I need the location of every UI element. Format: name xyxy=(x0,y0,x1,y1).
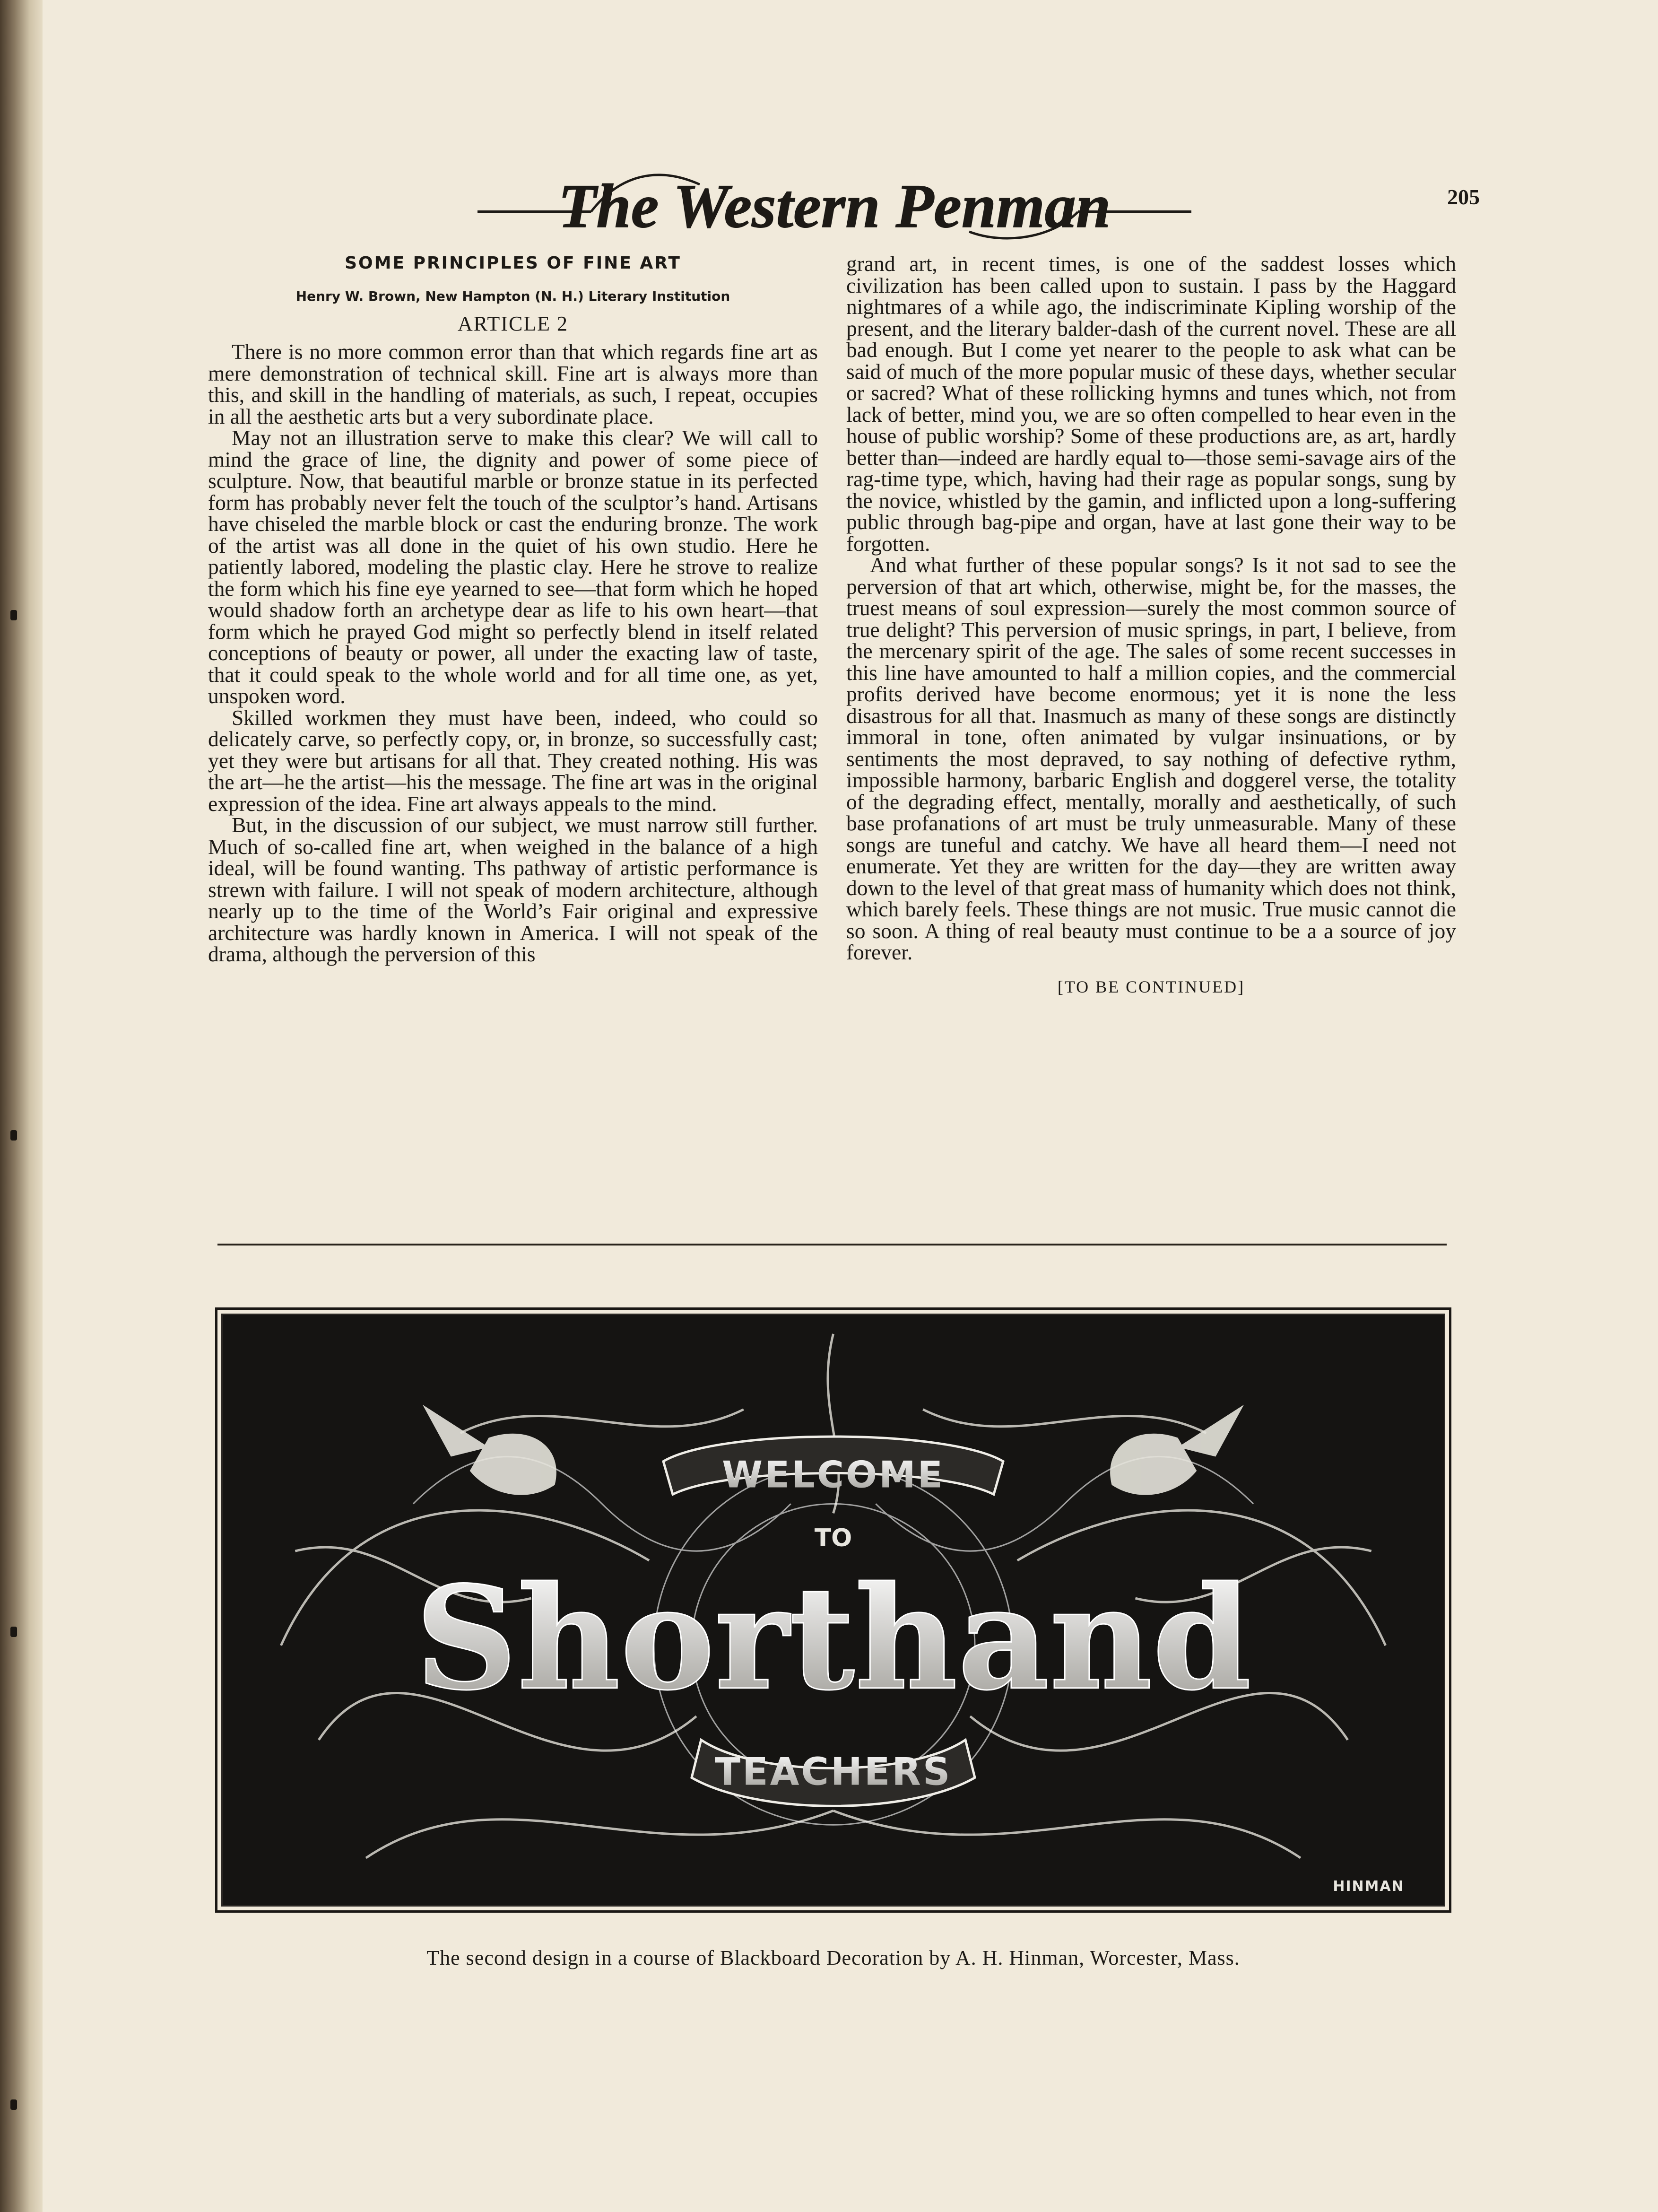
article-number: ARTICLE 2 xyxy=(457,312,569,335)
masthead-text: The Western Penman xyxy=(558,171,1111,241)
paragraph: grand art, in recent times, is one of the saddest losses which civilization has been called upon to sustain. I pass by the Haggard nightmares of a while ago, the indiscriminate Kipling worship of the present, and the literary balder-dash of the current novel. These are all bad enough. But I come yet nearer to the people to ask what can be said of much of the more popular music of these days, whether secular or sacred? What of these rollicking hymns and tunes which, not from lack of better, mind you, we are so often compelled to hear even in the house of public worship? Some of these productions are, as art, hardly better than—indeed are hardly equal to—those semi-savage airs of the rag-time type, which, having had their rage as popular songs, sung by the novice, whistled by the gamin, and inflicted upon a long-suffering public through bag-pipe and organ, have at last gone their way to be forgotten. xyxy=(846,252,1456,556)
chalk-flourish-art xyxy=(223,1315,1444,1905)
bird-left-icon xyxy=(423,1405,556,1495)
hinman-signature: HINMAN xyxy=(1333,1878,1405,1895)
masthead-logo-art xyxy=(477,156,1191,255)
teachers-text: TEACHERS xyxy=(714,1750,952,1794)
paragraph: There is no more common error than that which regards fine art as mere demonstration of technical skill. Fine art is always more than this, and skill in the handling of materials, as such, I repeat, occupies in all the aesthetic arts but a very subordinate place. xyxy=(208,340,818,428)
article-right-column xyxy=(846,253,1456,998)
section-divider xyxy=(217,1244,1447,1245)
page-number: 205 xyxy=(1447,185,1480,209)
paragraph: May not an illustration serve to make this clear? We will call to mind the grace of line, the dignity and power of some piece of sculpture. Now, that beautiful marble or bronze statue in its perfected form has probably never felt the touch of the sculptor’s hand. Artisans have chiseled the marble block or cast the enduring bronze. The work of the artist was all done in the quiet of his own studio. Here he patiently labored, modeling the plastic clay. Here he strove to realize the form which his fine eye yearned to see—that form which he hoped would shadow forth an archetype dear as life to his own heart—that form which he prayed God might so perfectly blend in itself related conceptions of beauty or power, all under the exacting law of taste, that it could speak to the whole world and for all time one, as yet, unspoken word. xyxy=(208,426,818,708)
masthead-logo xyxy=(477,156,1191,255)
illustration-caption: The second design in a course of Blackboard Decoration by A. H. Hinman, Worcester, Mass. xyxy=(426,1946,1240,1969)
welcome-text: WELCOME xyxy=(722,1454,945,1497)
blackboard-illustration-frame xyxy=(215,1307,1451,1913)
article-title: SOME PRINCIPLES OF FINE ART xyxy=(345,253,681,273)
paragraph: And what further of these popular songs? Is it not sad to see the perversion of that art which, otherwise, might be, for the masses, the truest means of soul expression—surely the most common source of true delight? This perversion of music springs, in part, I believe, from the mercenary spirit of the age. The sales of some recent successes in this line have amounted to half a million copies, and the commercial profits derived have become enormous; yet it is none the less disastrous for all that. Inasmuch as many of these songs are distinctly immoral in tone, often animated by vulgar insinuations, or by sentiments the most depraved, to say nothing of defective rythm, impossible harmony, barbaric English and doggerel verse, the totality of the degrading effect, mentally, morally and aesthetically, of such base profanations of art must be truly unmeasurable. Many of these songs are tuneful and catchy. We have all heard them—I need not enumerate. Yet they are written for the day—they are written away down to the level of that great mass of humanity which does not think, which barely feels. These things are not music. True music cannot die so soon. A thing of real beauty must continue to be a a source of joy forever. xyxy=(846,553,1456,964)
shorthand-text: Shorthand xyxy=(415,1555,1251,1722)
book-binding-edge xyxy=(0,0,43,2212)
to-be-continued-note: [TO BE CONTINUED] xyxy=(1057,977,1245,996)
article-byline: Henry W. Brown, New Hampton (N. H.) Literary Institution xyxy=(295,288,730,304)
paragraph: Skilled workmen they must have been, indeed, who could so delicately carve, so perfectly copy, or, in bronze, so successfully cast; yet they were but artisans for all that. They created nothing. His was the art—he the artist—his the message. The fine art was in the original expression of the idea. Fine art always appeals to the mind. xyxy=(208,705,818,816)
article-left-column xyxy=(208,253,818,965)
bird-right-icon xyxy=(1110,1405,1244,1495)
blackboard-illustration xyxy=(221,1314,1445,1907)
to-text: TO xyxy=(814,1524,852,1553)
paragraph: But, in the discussion of our subject, we must narrow still further. Much of so-called fine art, when weighed in the balance of a high ideal, will be found wanting. Ths pathway of artistic performance is strewn with failure. I will not speak of modern architecture, although nearly up to the time of the World’s Fair original and expressive architecture was hardly known in America. I will not speak of the drama, although the perversion of this xyxy=(208,813,818,966)
